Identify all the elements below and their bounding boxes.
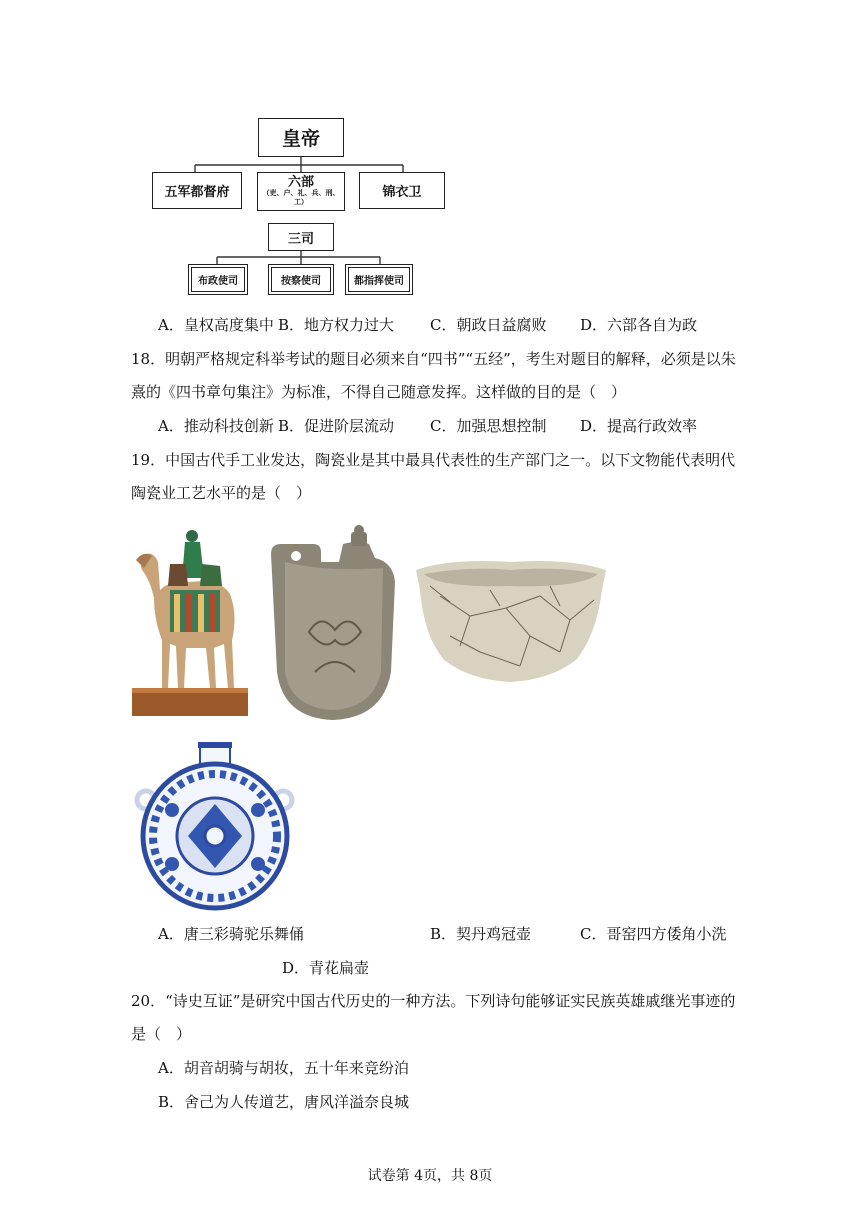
- khitan-cockscomb-pot-image: [265, 522, 400, 722]
- administration-commission-box: [188, 264, 248, 295]
- diagram-connector-lines: [0, 0, 860, 310]
- q18-option-c[interactable]: C．加强思想控制: [430, 417, 547, 435]
- surveillance-commission-label: 按察使司: [281, 276, 321, 287]
- q20-stem-line1: 20．“诗史互证”是研究中国古代历史的一种方法。下列诗句能够证实民族英雄戚继光事迹的: [131, 992, 736, 1010]
- five-military-label: 五军都督府: [164, 185, 230, 200]
- q20-stem-line2: 是（ ）: [131, 1025, 192, 1043]
- three-offices-label: 三司: [287, 231, 314, 247]
- three-offices-box: [268, 223, 334, 251]
- q18-stem-line1: 18．明朝严格规定科举考试的题目必须来自“四书”“五经”，考生对题目的解释，必须是以朱: [131, 350, 736, 368]
- surveillance-commission-box: [268, 264, 334, 295]
- ge-kiln-washer-image: [410, 556, 610, 688]
- six-ministries-box: [257, 172, 345, 211]
- six-ministries-label: 六部: [287, 175, 314, 190]
- q17-option-d[interactable]: D．六部各自为政: [580, 316, 698, 334]
- q18-option-b[interactable]: B．促进阶层流动: [278, 417, 395, 435]
- six-ministries-sublabel: （吏、户、礼、兵、刑、工）: [262, 189, 340, 206]
- emperor-label: 皇帝: [281, 128, 320, 150]
- q17-option-a[interactable]: A．皇权高度集中: [158, 316, 274, 334]
- q17-option-b[interactable]: B．地方权力过大: [278, 316, 395, 334]
- q17-option-c[interactable]: C．朝政日益腐败: [430, 316, 547, 334]
- military-commission-label: 都指挥使司: [354, 276, 404, 287]
- emperor-box: [258, 118, 344, 157]
- q20-option-a[interactable]: A．胡音胡骑与胡妆，五十年来竞纷泊: [158, 1059, 409, 1077]
- q19-option-c[interactable]: C．哥窑四方倭角小洗: [580, 925, 727, 943]
- page-footer: 试卷第 4页，共 8页: [367, 1168, 493, 1184]
- q19-stem-line2: 陶瓷业工艺水平的是（ ）: [131, 484, 312, 502]
- q18-stem-line2: 熹的《四书章句集注》为标准，不得自己随意发挥。这样做的目的是（ ）: [131, 383, 627, 401]
- q19-option-b[interactable]: B．契丹鸡冠壶: [430, 925, 532, 943]
- embroidered-guard-box: [359, 172, 445, 209]
- five-military-box: [152, 172, 242, 209]
- q19-option-d[interactable]: D．青花扁壶: [282, 959, 370, 977]
- military-commission-box: [345, 264, 413, 295]
- administration-commission-label: 布政使司: [198, 276, 238, 287]
- tang-sancai-camel-image: [130, 520, 250, 720]
- q18-option-d[interactable]: D．提高行政效率: [580, 417, 698, 435]
- q18-option-a[interactable]: A．推动科技创新: [158, 417, 274, 435]
- q19-option-a[interactable]: A．唐三彩骑驼乐舞俑: [158, 925, 304, 943]
- q19-stem-line1: 19．中国古代手工业发达，陶瓷业是其中最具代表性的生产部门之一。以下文物能代表明代: [131, 451, 736, 469]
- embroidered-guard-label: 锦衣卫: [382, 185, 422, 200]
- q20-option-b[interactable]: B．舍己为人传道艺，唐风洋溢奈良城: [158, 1093, 410, 1111]
- blue-white-flat-pot-image: [132, 740, 297, 912]
